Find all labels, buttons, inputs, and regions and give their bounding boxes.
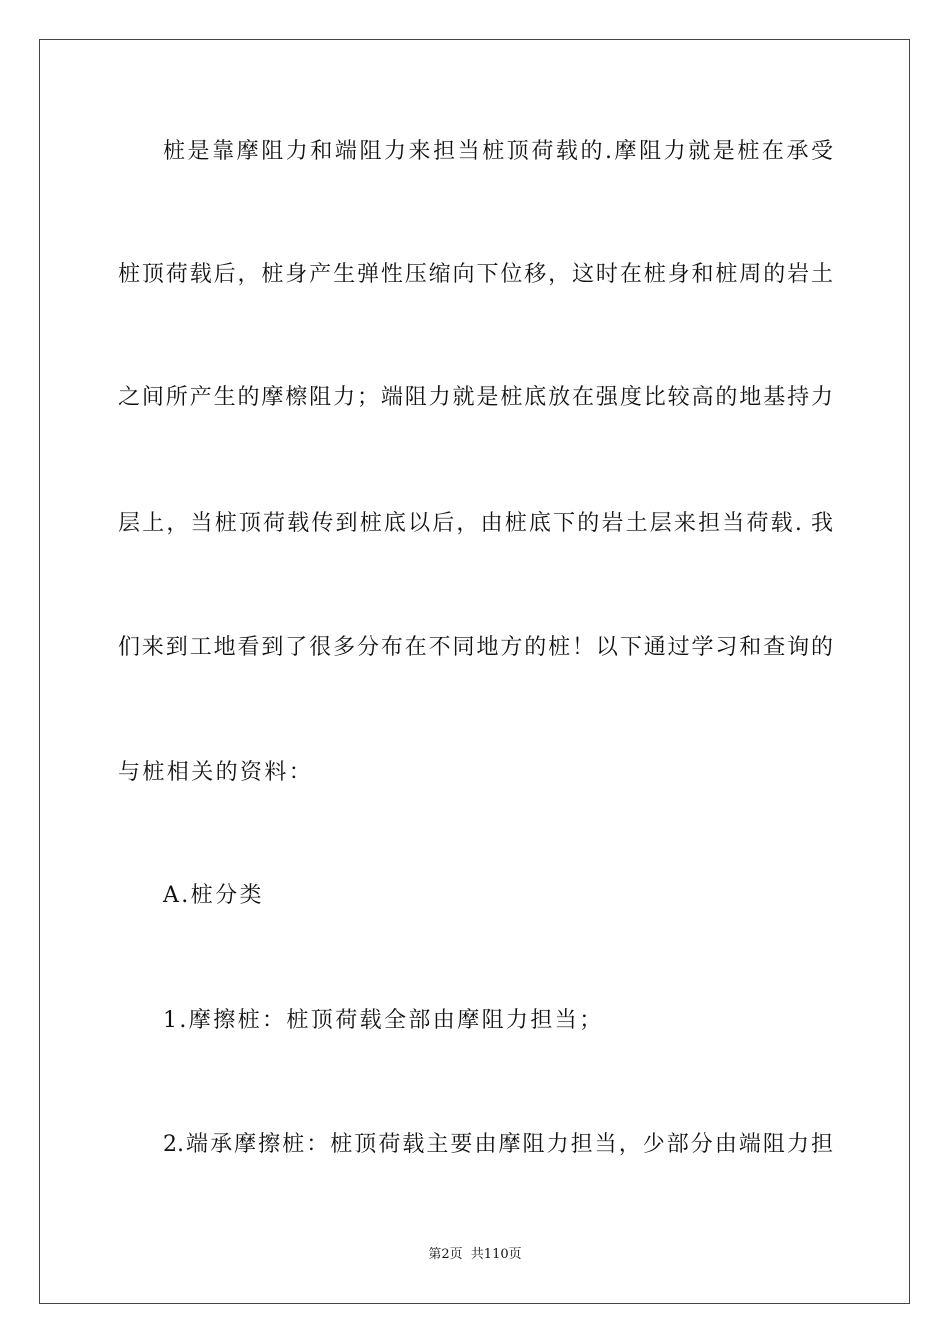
- list-item-2: 2.端承摩擦桩：桩顶荷载主要由摩阻力担当，少部分由端阻力担: [163, 1132, 833, 1157]
- list-item-1: 1.摩擦桩：桩顶荷载全部由摩阻力担当；: [163, 1008, 604, 1033]
- paragraph-line-4: 层上，当桩顶荷载传到桩底以后，由桩底下的岩土层来担当荷载. 我: [118, 511, 833, 536]
- paragraph-line-1: 桩是靠摩阻力和端阻力来担当桩顶荷载的.摩阻力就是桩在承受: [163, 139, 833, 164]
- page-number: 第2页: [428, 1247, 463, 1262]
- paragraph-line-3: 之间所产生的摩檫阻力；端阻力就是桩底放在强度比较高的地基持力: [118, 385, 833, 410]
- page-frame: [39, 39, 910, 1304]
- section-heading: A.桩分类: [163, 883, 264, 908]
- paragraph-line-6: 与桩相关的资料：: [118, 760, 314, 785]
- paragraph-line-2: 桩顶荷载后，桩身产生弹性压缩向下位移，这时在桩身和桩周的岩土: [118, 262, 833, 287]
- paragraph-line-5: 们来到工地看到了很多分布在不同地方的桩！以下通过学习和查询的: [118, 635, 833, 660]
- page-footer: [0, 1246, 950, 1264]
- total-pages: 共110页: [470, 1247, 522, 1262]
